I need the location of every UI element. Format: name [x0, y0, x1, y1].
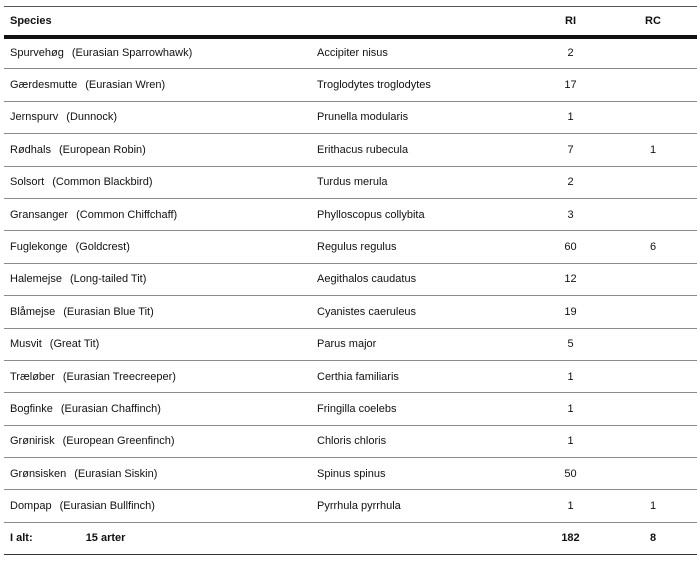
danish-name: Solsort — [10, 176, 45, 189]
danish-name: Gærdesmutte — [10, 79, 78, 92]
english-name: (Eurasian Siskin) — [74, 467, 158, 480]
english-name: (Eurasian Blue Tit) — [63, 305, 154, 318]
ri-value: 1 — [532, 360, 609, 392]
species-table — [4, 6, 697, 555]
english-name: (Long-tailed Tit) — [69, 273, 147, 286]
ri-value: 3 — [532, 198, 609, 230]
danish-name: Jernspurv — [10, 111, 59, 124]
table-body — [4, 37, 697, 523]
danish-name: Spurvehøg — [10, 47, 64, 60]
species-cell — [4, 490, 311, 522]
species-cell — [4, 166, 311, 198]
english-name: (Eurasian Wren) — [85, 79, 166, 92]
table-row — [4, 458, 697, 490]
latin-name: Cyanistes caeruleus — [311, 296, 532, 328]
latin-name: Prunella modularis — [311, 101, 532, 133]
english-name: (Goldcrest) — [75, 241, 130, 254]
danish-name: Bogfinke — [10, 402, 53, 415]
ri-value: 1 — [532, 101, 609, 133]
ri-value: 5 — [532, 328, 609, 360]
danish-name: Træløber — [10, 370, 55, 383]
latin-name: Parus major — [311, 328, 532, 360]
species-cell — [4, 263, 311, 295]
table-row — [4, 490, 697, 522]
latin-name: Troglodytes troglodytes — [311, 69, 532, 101]
ri-value: 1 — [532, 490, 609, 522]
latin-name: Certhia familiaris — [311, 360, 532, 392]
species-cell — [4, 101, 311, 133]
total-rc: 8 — [609, 522, 697, 554]
total-latin-empty — [311, 522, 532, 554]
english-name: (Eurasian Bullfinch) — [59, 500, 155, 513]
species-cell — [4, 360, 311, 392]
english-name: (European Robin) — [58, 143, 146, 156]
rc-value: 6 — [609, 231, 697, 263]
ri-value: 19 — [532, 296, 609, 328]
ri-value: 2 — [532, 37, 609, 69]
latin-name: Erithacus rubecula — [311, 134, 532, 166]
latin-name: Spinus spinus — [311, 458, 532, 490]
header-ri: RI — [532, 7, 609, 37]
rc-value — [609, 198, 697, 230]
rc-value — [609, 263, 697, 295]
danish-name: Gransanger — [10, 208, 69, 221]
total-ri: 182 — [532, 522, 609, 554]
english-name: (Eurasian Chaffinch) — [60, 402, 161, 415]
rc-value — [609, 360, 697, 392]
rc-value: 1 — [609, 490, 697, 522]
english-name: (Great Tit) — [49, 338, 100, 351]
species-cell — [4, 425, 311, 457]
rc-value — [609, 458, 697, 490]
english-name: (Dunnock) — [66, 111, 118, 124]
rc-value — [609, 425, 697, 457]
species-cell — [4, 458, 311, 490]
latin-name: Accipiter nisus — [311, 37, 532, 69]
rc-value — [609, 393, 697, 425]
table-row — [4, 328, 697, 360]
ri-value: 2 — [532, 166, 609, 198]
english-name: (Common Chiffchaff) — [76, 208, 178, 221]
rc-value: 1 — [609, 134, 697, 166]
danish-name: Blåmejse — [10, 305, 56, 318]
species-cell — [4, 328, 311, 360]
danish-name: Fuglekonge — [10, 241, 68, 254]
latin-name: Fringilla coelebs — [311, 393, 532, 425]
table-row — [4, 69, 697, 101]
english-name: (Eurasian Sparrowhawk) — [71, 47, 193, 60]
rc-value — [609, 37, 697, 69]
species-cell — [4, 296, 311, 328]
ri-value: 1 — [532, 425, 609, 457]
total-label: I alt: — [10, 532, 33, 545]
english-name: (Eurasian Treecreeper) — [62, 370, 176, 383]
table-row — [4, 360, 697, 392]
table-row — [4, 425, 697, 457]
species-cell — [4, 393, 311, 425]
latin-name: Pyrrhula pyrrhula — [311, 490, 532, 522]
ri-value: 60 — [532, 231, 609, 263]
latin-name: Phylloscopus collybita — [311, 198, 532, 230]
latin-name: Regulus regulus — [311, 231, 532, 263]
header-species: Species — [4, 7, 311, 37]
table-row — [4, 393, 697, 425]
rc-value — [609, 328, 697, 360]
table-row — [4, 231, 697, 263]
latin-name: Turdus merula — [311, 166, 532, 198]
species-cell — [4, 134, 311, 166]
species-cell — [4, 231, 311, 263]
species-cell — [4, 198, 311, 230]
ri-value: 12 — [532, 263, 609, 295]
table-row — [4, 37, 697, 69]
table-header-row — [4, 7, 697, 37]
danish-name: Grønsisken — [10, 467, 67, 480]
rc-value — [609, 166, 697, 198]
rc-value — [609, 69, 697, 101]
table-row — [4, 101, 697, 133]
danish-name: Dompap — [10, 500, 52, 513]
header-rc: RC — [609, 7, 697, 37]
total-cell — [4, 522, 311, 554]
table-row — [4, 263, 697, 295]
english-name: (European Greenfinch) — [62, 435, 175, 448]
danish-name: Halemejse — [10, 273, 62, 286]
danish-name: Musvit — [10, 338, 42, 351]
total-row — [4, 522, 697, 554]
ri-value: 50 — [532, 458, 609, 490]
ri-value: 1 — [532, 393, 609, 425]
ri-value: 7 — [532, 134, 609, 166]
english-name: (Common Blackbird) — [52, 176, 153, 189]
table-row — [4, 198, 697, 230]
header-latin — [311, 7, 532, 37]
rc-value — [609, 296, 697, 328]
species-cell — [4, 37, 311, 69]
species-cell — [4, 69, 311, 101]
rc-value — [609, 101, 697, 133]
total-species-count: 15 arter — [85, 532, 126, 545]
table-row — [4, 134, 697, 166]
latin-name: Aegithalos caudatus — [311, 263, 532, 295]
table-row — [4, 296, 697, 328]
table-row — [4, 166, 697, 198]
danish-name: Grønirisk — [10, 435, 55, 448]
danish-name: Rødhals — [10, 143, 51, 156]
ri-value: 17 — [532, 69, 609, 101]
latin-name: Chloris chloris — [311, 425, 532, 457]
